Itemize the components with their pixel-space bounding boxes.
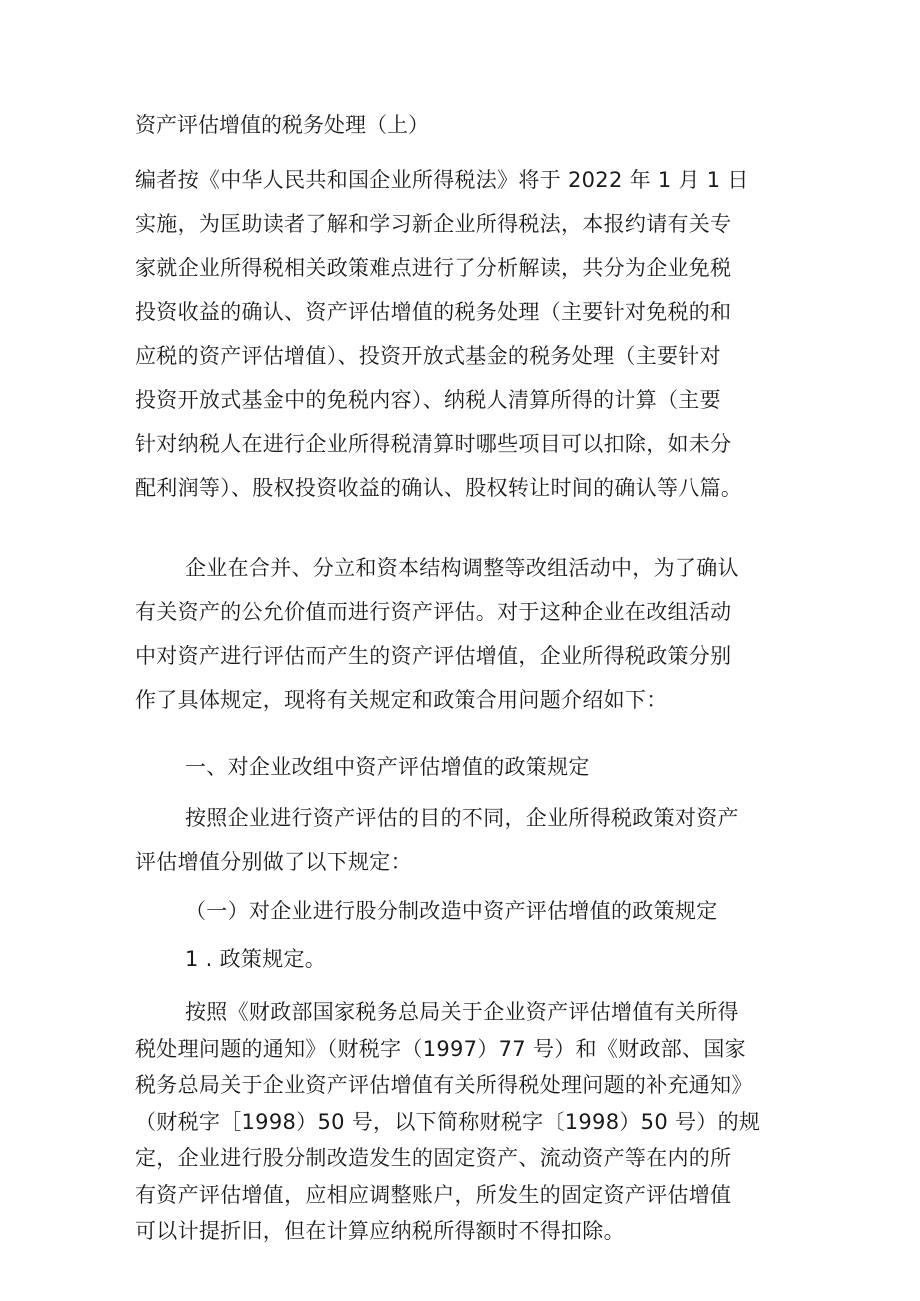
text-line: 作了具体规定，现将有关规定和政策合用问题介绍如下： xyxy=(135,688,668,712)
text-line: 定，企业进行股分制改造发生的固定资产、流动资产等在内的所 xyxy=(135,1146,732,1170)
basis-paragraph xyxy=(135,796,739,884)
document-title: 资产评估增值的税务处理（上） xyxy=(135,113,429,137)
text-line: （财税字［1998）50 号，以下简称财税字〔1998）50 号）的规 xyxy=(135,1109,761,1134)
text-line: 税处理问题的通知》（财税字（1997）77 号）和《财政部、国家 xyxy=(135,1036,746,1061)
text-line: 按照《财政部国家税务总局关于企业资产评估增值有关所得 xyxy=(185,1000,739,1024)
text-line: 可以计提折旧，但在计算应纳税所得额时不得扣除。 xyxy=(135,1219,625,1243)
text-line: 税务总局关于企业资产评估增值有关所得税处理问题的补充通知》 xyxy=(135,1073,753,1097)
text-line: 按照企业进行资产评估的目的不同，企业所得税政策对资产 xyxy=(185,806,739,830)
subsection-heading: （一）对企业进行股分制改造中资产评估增值的政策规定 xyxy=(185,899,718,923)
text-line: 企业在合并、分立和资本结构调整等改组活动中，为了确认 xyxy=(185,556,739,580)
text-line: 应税的资产评估增值）、投资开放式基金的税务处理（主要针对 xyxy=(135,344,721,368)
item-heading: 1 . 政策规定。 xyxy=(185,947,327,971)
text-line: 针对纳税人在进行企业所得税清算时哪些项目可以扣除，如未分 xyxy=(135,432,732,456)
body-paragraph xyxy=(135,994,760,1250)
text-line: 家就企业所得税相关政策难点进行了分析解读，共分为企业免税 xyxy=(135,256,732,280)
text-line: 有资产评估增值，应相应调整账户，所发生的固定资产评估增值 xyxy=(135,1182,732,1207)
editor-note-paragraph xyxy=(135,158,749,510)
text-line: 有关资产的公允价值而进行资产评估。对于这种企业在改组活动 xyxy=(135,600,732,624)
text-line: 实施，为匡助读者了解和学习新企业所得税法，本报约请有关专 xyxy=(135,212,732,236)
text-line: 编者按《中华人民共和国企业所得税法》将于 2022 年 1 月 1 日 xyxy=(135,168,749,192)
text-line: 评估增值分别做了以下规定： xyxy=(135,850,412,874)
intro-paragraph xyxy=(135,546,739,722)
text-line: 投资收益的确认、资产评估增值的税务处理（主要针对免税的和 xyxy=(135,300,732,324)
text-line: 中对资产进行评估而产生的资产评估增值，企业所得税政策分别 xyxy=(135,644,732,668)
text-line: 投资开放式基金中的免税内容）、纳税人清算所得的计算（主要 xyxy=(135,388,721,412)
text-line: 配利润等）、股权投资收益的确认、股权转让时间的确认等八篇。 xyxy=(135,476,743,500)
section-heading: 一、对企业改组中资产评估增值的政策规定 xyxy=(185,755,590,779)
